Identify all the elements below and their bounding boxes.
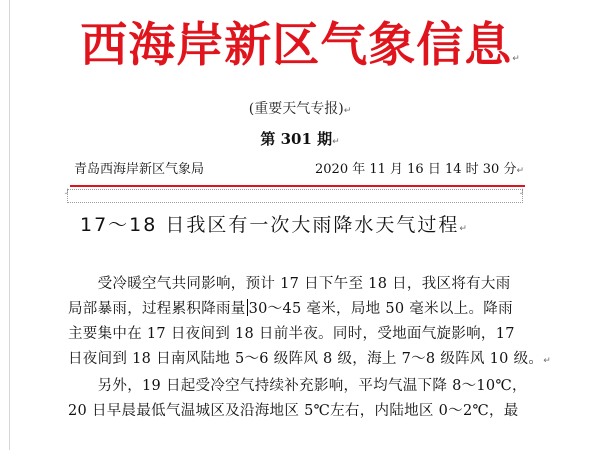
issue-datetime	[315, 160, 524, 181]
issue-datetime-text: 2020 年 11 月 16 日 14 时 30 分	[315, 162, 517, 177]
body-line: 主要集中在 17 日夜间到 18 日前半夜。同时，受地面气旋影响，17	[68, 326, 515, 342]
paragraph-mark-icon: ↵	[512, 54, 520, 64]
body-line-part: 日夜间到 18 日南风陆地 5～6 级阵风 8 级，海上 7～8 级阵风 10 级。	[68, 351, 544, 367]
frame-corner-icon: ┘	[520, 189, 525, 198]
body-line: 受冷暖空气共同影响，预计 17 日下午至 18 日，我区将有大雨	[68, 276, 511, 292]
frame-corner-icon: ┘	[65, 189, 70, 198]
body-line	[68, 347, 551, 374]
special-report-text: (重要天气专报)	[248, 101, 344, 117]
issuer-name: 青岛西海岸新区气象局	[74, 162, 205, 177]
special-report-label	[0, 99, 600, 121]
issue-number	[0, 129, 600, 152]
paragraph-mark-icon: ↵	[343, 106, 352, 116]
article-headline	[80, 210, 540, 244]
header-divider-line	[70, 185, 525, 187]
issue-number-text: 第 301 期	[260, 130, 333, 148]
article-headline-text: 17～18 日我区有一次大雨降水天气过程	[80, 214, 460, 236]
body-line	[68, 297, 540, 322]
article-body[interactable]	[68, 272, 551, 424]
body-line: 20 日早晨最低气温城区及沿海地区 5℃左右，内陆地区 0～2℃，最	[68, 403, 519, 419]
text-frame	[67, 189, 523, 203]
paragraph-mark-icon: ↵	[516, 166, 524, 176]
text-cursor	[247, 299, 248, 316]
body-line-part: 30～45 毫米，局地 50 毫米以上。降雨	[248, 301, 513, 317]
paragraph-mark-icon: ↵	[543, 356, 551, 366]
paragraph-mark-icon: ↵	[332, 137, 340, 147]
paragraph-mark-icon: ↵	[459, 224, 467, 234]
banner-title-text: 西海岸新区气象信息	[80, 18, 513, 73]
body-line: 另外，19 日起受冷空气持续补充影响，平均气温下降 8～10℃，	[68, 378, 527, 394]
bulletin-banner-title	[0, 18, 600, 87]
body-line-part: 局部暴雨，过程累积降雨量	[68, 301, 246, 317]
